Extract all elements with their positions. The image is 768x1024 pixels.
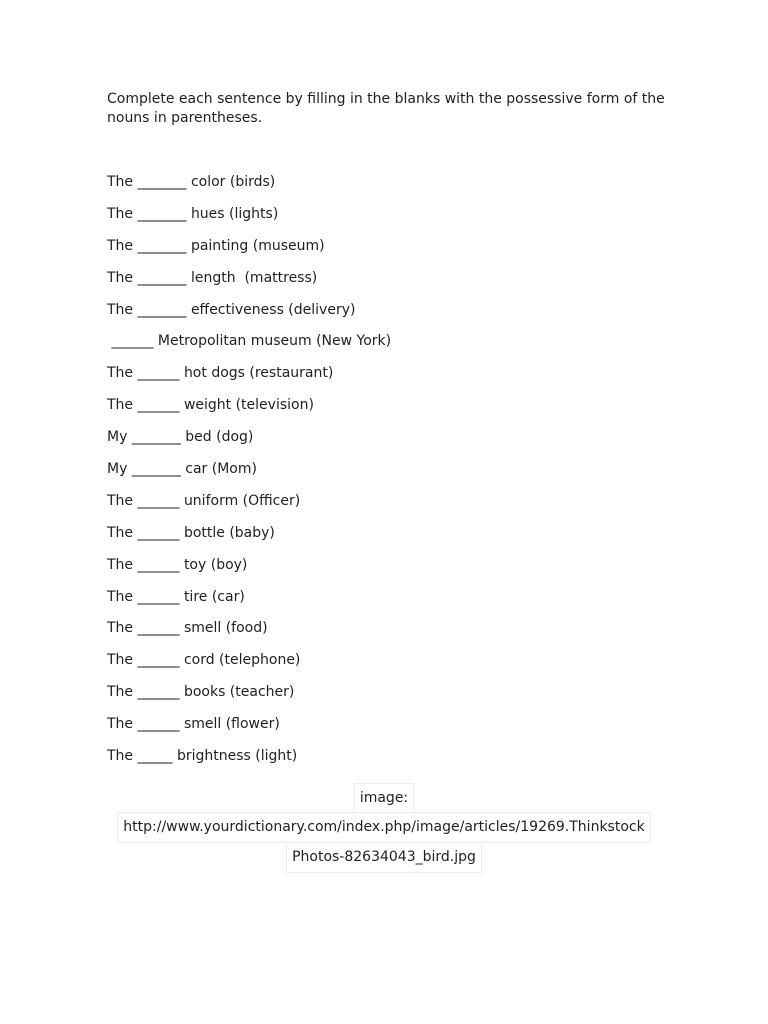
exercise-sentence: The ______ bottle (baby) (107, 524, 275, 541)
image-caption-filename (0, 842, 768, 873)
exercise-sentence: The ______ uniform (Officer) (107, 492, 301, 509)
image-caption-filename-text: Photos-82634043_bird.jpg (286, 842, 482, 873)
image-caption-url (0, 812, 768, 843)
exercise-sentence: The _______ color (birds) (107, 174, 276, 190)
exercise-list (107, 172, 391, 778)
instructions-text: Complete each sentence by filling in the blanks with the possessive form of the nouns in parentheses. (107, 91, 665, 126)
exercise-sentence: The _______ length (mattress) (107, 269, 318, 286)
exercise-sentence: The _______ painting (museum) (107, 237, 325, 254)
exercise-sentence: The _______ hues (lights) (107, 205, 279, 222)
exercise-sentence: The _____ brightness (light) (107, 748, 298, 765)
exercise-sentence: My _______ bed (dog) (107, 429, 254, 446)
exercise-sentence: The ______ weight (television) (107, 397, 314, 414)
exercise-sentence: The ______ smell (food) (107, 620, 268, 637)
exercise-sentence: The ______ books (teacher) (107, 684, 295, 701)
exercise-sentence: The ______ hot dogs (restaurant) (107, 365, 334, 382)
exercise-sentence: The ______ tire (car) (107, 588, 245, 605)
exercise-sentence: The ______ cord (telephone) (107, 652, 301, 669)
exercise-sentence: My _______ car (Mom) (107, 461, 257, 478)
exercise-sentence: The _______ effectiveness (delivery) (107, 301, 356, 318)
exercise-sentence: ______ Metropolitan museum (New York) (107, 333, 392, 350)
exercise-sentence: The ______ smell (flower) (107, 716, 280, 733)
image-caption-url-text: http://www.yourdictionary.com/index.php/image/articles/19269.Thinkstock (117, 812, 650, 843)
image-caption-label-text: image: (354, 783, 414, 814)
image-caption-label (0, 783, 768, 814)
exercise-sentence: The ______ toy (boy) (107, 556, 248, 573)
